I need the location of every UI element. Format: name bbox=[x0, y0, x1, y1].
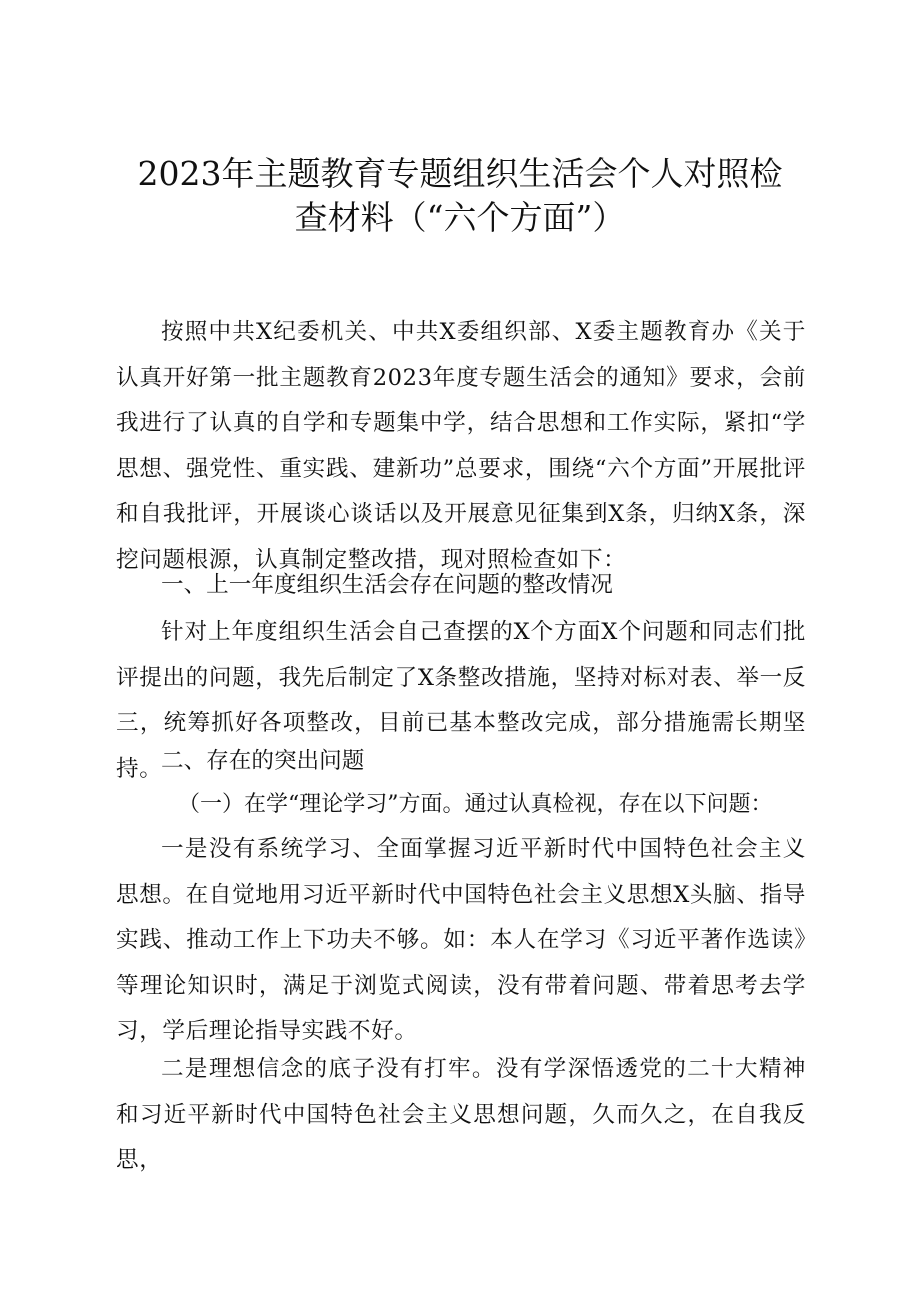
document-title-line-1: 2023年主题教育专题组织生活会个人对照检 bbox=[137, 154, 783, 193]
section-heading-2: 二、存在的突出问题 bbox=[161, 748, 365, 774]
intro-paragraph: 按照中共X纪委机关、中共X委组织部、X委主题教育办《关于认真开好第一批主题教育2023年度专题生活会的通知》要求，会前我进行了认真的自学和专题集中学，结合思想和工作实际，紧扣“学思想、强党性、重实践、建新功”总要求，围绕“六个方面”开展批评和自我批评，开展谈心谈话以及开展意见征集到X条，归纳X条，深挖问题根源，认真制定整改措，现对照检查如下： bbox=[116, 319, 806, 573]
problem-paragraph-1: 一是没有系统学习、全面掌握习近平新时代中国特色社会主义思想。在自觉地用习近平新时代中国特色社会主义思想X头脑、指导实践、推动工作上下功夫不够。如：本人在学习《习近平著作选读》等理论知识时，满足于浏览式阅读，没有带着问题、带着思考去学习，学后理论指导实践不好。 bbox=[116, 836, 806, 1044]
rectification-paragraph: 针对上年度组织生活会自己查摆的X个方面X个问题和同志们批评提出的问题，我先后制定了X条整改措施，坚持对标对表、举一反三，统筹抓好各项整改，目前已基本整改完成，部分措施需长期坚持。 bbox=[116, 619, 806, 782]
problem-paragraph-2: 二是理想信念的底子没有打牢。没有学深悟透党的二十大精神和习近平新时代中国特色社会主义思想问题，久而久之，在自我反思， bbox=[116, 1056, 806, 1173]
section-heading-1: 一、上一年度组织生活会存在问题的整改情况 bbox=[161, 572, 613, 598]
subsection-heading-1: （一）在学“理论学习”方面。通过认真检视，存在以下问题： bbox=[178, 792, 773, 817]
document-title-line-2: 查材料（“六个方面”） bbox=[294, 198, 626, 237]
